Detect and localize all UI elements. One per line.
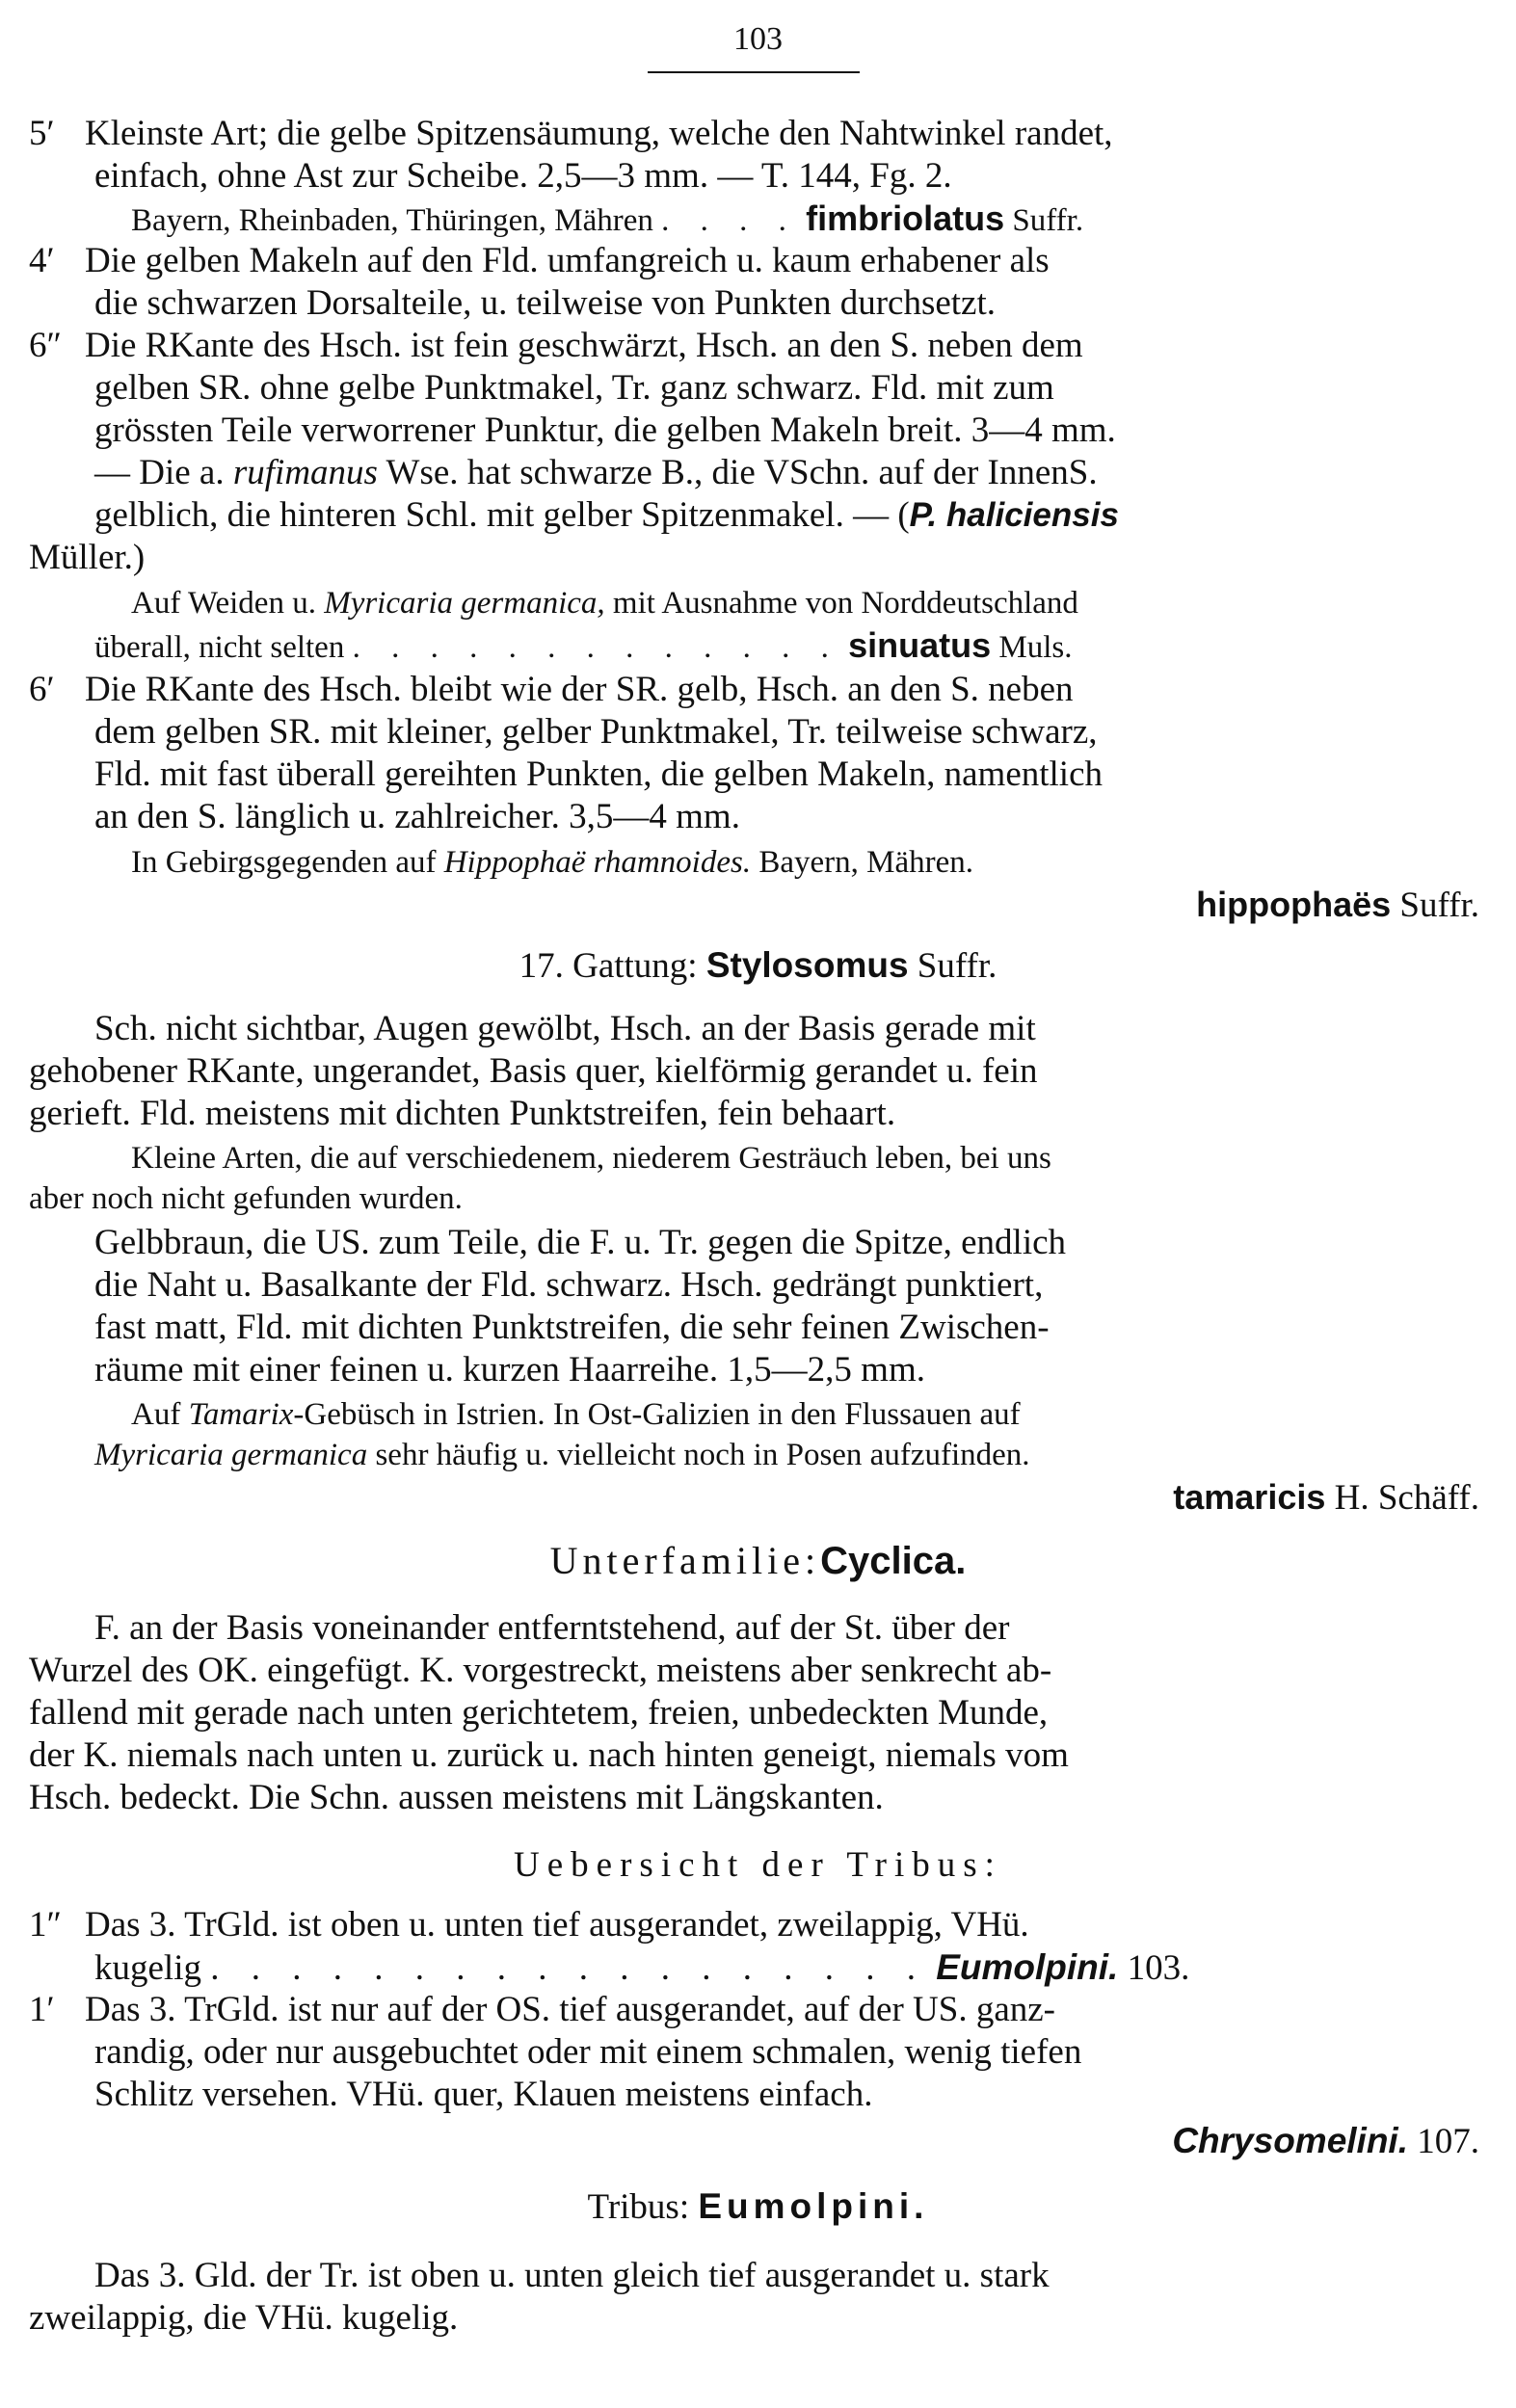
key-line [29, 452, 1516, 496]
body-line [29, 1008, 1516, 1052]
body-line [29, 1777, 1479, 1821]
body-line [29, 1692, 1479, 1736]
key-marker: 4′ [29, 241, 55, 280]
species-author: Suffr. [1399, 886, 1479, 925]
tribus-name: Eumolpini. [936, 1947, 1119, 1987]
body-text: Sch. nicht sichtbar, Augen gewölbt, Hsch. an der Basis gerade mit [94, 1009, 1036, 1048]
plant-name: Myricaria germanica [94, 1438, 368, 1472]
distribution-text: überall, nicht selten [94, 630, 345, 665]
key-text: gelblich, die hinteren Schl. mit gelber Spitzenmakel. — ( [94, 495, 910, 535]
subfamily-label: Unterfamilie: [549, 1540, 821, 1582]
distribution-text: Auf [131, 1397, 181, 1432]
key-line [29, 282, 1516, 327]
note-line [29, 1137, 1516, 1181]
plant-name: Myricaria germanica, [324, 586, 605, 621]
body-line [29, 1093, 1479, 1137]
key-marker: 1″ [29, 1905, 62, 1945]
distribution-text: In Gebirgsgegenden auf [131, 845, 437, 880]
key-line [29, 711, 1516, 755]
tribus-label: Tribus: [587, 2187, 690, 2227]
key-marker: 1′ [29, 1990, 55, 2029]
body-text: Das 3. Gld. der Tr. ist oben u. unten gleich tief ausgerandet u. stark [94, 2256, 1050, 2295]
key-text: randig, oder nur ausgebuchtet oder mit einem schmalen, wenig tiefen [94, 2032, 1082, 2072]
key-text: Die RKante des Hsch. ist fein geschwärzt, Hsch. an den S. neben dem [85, 326, 1083, 365]
key-text: Wse. hat schwarze B., die VSchn. auf der InnenS. [386, 453, 1098, 492]
body-line [29, 1050, 1479, 1095]
distribution-text: Auf Weiden u. [131, 586, 316, 621]
overview-label: Uebersicht der Tribus: [514, 1845, 1002, 1885]
leader-dots: . . . . . . . . . . . . . . . . . . [210, 1948, 927, 1988]
page-number: 103 [733, 21, 783, 57]
key-line [29, 494, 1516, 539]
species-name: tamaricis [1173, 1477, 1326, 1517]
key-line [29, 113, 1479, 157]
distribution-line [29, 1434, 1516, 1478]
tribus-heading [0, 2185, 1516, 2230]
key-line [29, 367, 1516, 411]
genus-author: Suffr. [917, 946, 997, 986]
species-line [29, 884, 1479, 928]
key-line [29, 669, 1479, 713]
species-name: P. haliciensis [909, 496, 1119, 534]
distribution-line [29, 582, 1516, 626]
plant-name: Hippophaë rhamnoides. [443, 845, 752, 880]
key-line [29, 2031, 1516, 2076]
species-line [29, 1476, 1479, 1521]
key-text: kugelig [94, 1948, 201, 1988]
body-line [29, 2255, 1516, 2299]
key-text: Fld. mit fast überall gereihten Punkten, die gelben Makeln, namentlich [94, 754, 1104, 794]
species-name: hippophaës [1196, 885, 1392, 924]
subfamily-heading [0, 1540, 1516, 1584]
key-text: gelben SR. ohne gelbe Punktmakel, Tr. ganz schwarz. Fld. mit zum [94, 368, 1054, 408]
note-line [29, 1178, 1479, 1222]
body-line [29, 2297, 1479, 2342]
species-author: H. Schäff. [1334, 1478, 1479, 1518]
species-author: Muls. [998, 630, 1073, 665]
distribution-line [29, 1393, 1516, 1438]
body-text: der K. niemals nach unten u. zurück u. nach hinten geneigt, niemals vom [29, 1735, 1069, 1775]
genus-label: 17. Gattung: [519, 946, 698, 986]
body-line [29, 1264, 1516, 1309]
body-text: F. an der Basis voneinander entferntstehend, auf der St. über der [94, 1608, 1010, 1648]
plant-name: Tamarix [188, 1397, 294, 1432]
species-italic: rufimanus [232, 453, 378, 492]
overview-heading [0, 1844, 1516, 1889]
genus-name: Stylosomus [705, 945, 909, 985]
body-line [29, 1222, 1516, 1266]
body-line [29, 1650, 1479, 1694]
key-text: dem gelben SR. mit kleiner, gelber Punktmakel, Tr. teilweise schwarz, [94, 712, 1098, 752]
key-text: — Die a. [94, 453, 225, 492]
key-line [29, 155, 1516, 199]
leader-dots: . . . . . . . . . . . . . [352, 630, 840, 665]
distribution-text: Bayern, Rheinbaden, Thüringen, Mähren [131, 203, 653, 238]
key-line [29, 537, 1479, 581]
subfamily-name: Cyclica. [820, 1540, 967, 1582]
body-line [29, 1734, 1479, 1779]
note-text: Kleine Arten, die auf verschiedenem, niederem Gesträuch leben, bei uns [131, 1141, 1051, 1176]
key-text: Schlitz versehen. VHü. quer, Klauen meistens einfach. [94, 2075, 873, 2114]
body-line [29, 1607, 1516, 1652]
page-number-rule [648, 71, 860, 73]
key-line [29, 754, 1516, 798]
body-text: gehobener RKante, ungerandet, Basis quer, kielförmig gerandet u. fein [29, 1051, 1038, 1091]
note-text: aber noch nicht gefunden wurden. [29, 1181, 463, 1216]
key-text: Die RKante des Hsch. bleibt wie der SR. gelb, Hsch. an den S. neben [85, 670, 1074, 709]
key-text: die schwarzen Dorsalteile, u. teilweise von Punkten durchsetzt. [94, 283, 996, 323]
key-marker: 5′ [29, 114, 55, 153]
key-marker: 6′ [29, 670, 55, 709]
leader-dots: . . . . [661, 203, 798, 238]
key-line [29, 325, 1479, 369]
distribution-text: sehr häufig u. vielleicht noch in Posen aufzufinden. [375, 1438, 1030, 1472]
distribution-text: mit Ausnahme von Norddeutschland [612, 586, 1078, 621]
species-name: fimbriolatus [806, 198, 1005, 238]
body-text: fast matt, Fld. mit dichten Punktstreifen, die sehr feinen Zwischen- [94, 1308, 1050, 1347]
tribus-heading-name: Eumolpini. [698, 2186, 929, 2226]
distribution-text: Bayern, Mähren. [758, 845, 974, 880]
key-line [29, 1946, 1516, 1991]
key-text: Das 3. TrGld. ist oben u. unten tief ausgerandet, zweilappig, VHü. [85, 1905, 1029, 1945]
key-line [29, 2074, 1516, 2118]
key-line [29, 240, 1479, 284]
key-text: an den S. länglich u. zahlreicher. 3,5—4 mm. [94, 797, 740, 836]
tribus-page: 107. [1417, 2122, 1479, 2161]
genus-heading [0, 944, 1516, 989]
distribution-text: -Gebüsch in Istrien. In Ost-Galizien in den Flussauen auf [293, 1397, 1021, 1432]
species-author: Suffr. [1012, 203, 1084, 238]
tribus-name: Chrysomelini. [1172, 2121, 1408, 2160]
key-text: grössten Teile verworrener Punktur, die gelben Makeln breit. 3—4 mm. [94, 410, 1116, 450]
key-text: Das 3. TrGld. ist nur auf der OS. tief ausgerandet, auf der US. ganz- [85, 1990, 1056, 2029]
key-line [29, 1904, 1479, 1948]
tribus-line [29, 2120, 1479, 2164]
key-text: einfach, ohne Ast zur Scheibe. 2,5—3 mm. — T. 144, Fg. 2. [94, 156, 952, 196]
key-line [29, 1989, 1479, 2033]
key-text: Müller.) [29, 538, 146, 577]
body-text: fallend mit gerade nach unten gerichtetem, freien, unbedeckten Munde, [29, 1693, 1049, 1733]
body-line [29, 1349, 1516, 1393]
distribution-line [29, 198, 1516, 242]
body-text: gerieft. Fld. meistens mit dichten Punktstreifen, fein behaart. [29, 1094, 896, 1133]
key-line [29, 796, 1516, 840]
body-text: Wurzel des OK. eingefügt. K. vorgestreckt, meistens aber senkrecht ab- [29, 1651, 1052, 1690]
body-text: Hsch. bedeckt. Die Schn. aussen meistens mit Längskanten. [29, 1778, 884, 1817]
distribution-line [29, 624, 1516, 669]
body-text: die Naht u. Basalkante der Fld. schwarz. Hsch. gedrängt punktiert, [94, 1265, 1044, 1305]
key-marker: 6″ [29, 326, 62, 365]
tribus-page: 103. [1127, 1948, 1190, 1988]
key-line [29, 410, 1516, 454]
body-text: räume mit einer feinen u. kurzen Haarreihe. 1,5—2,5 mm. [94, 1350, 925, 1389]
body-text: Gelbbraun, die US. zum Teile, die F. u. Tr. gegen die Spitze, endlich [94, 1223, 1067, 1262]
body-line [29, 1307, 1516, 1351]
species-name: sinuatus [848, 625, 992, 665]
distribution-line [29, 841, 1516, 886]
key-text: Kleinste Art; die gelbe Spitzensäumung, welche den Nahtwinkel randet, [85, 114, 1113, 153]
body-text: zweilappig, die VHü. kugelig. [29, 2298, 459, 2338]
key-text: Die gelben Makeln auf den Fld. umfangreich u. kaum erhabener als [85, 241, 1050, 280]
